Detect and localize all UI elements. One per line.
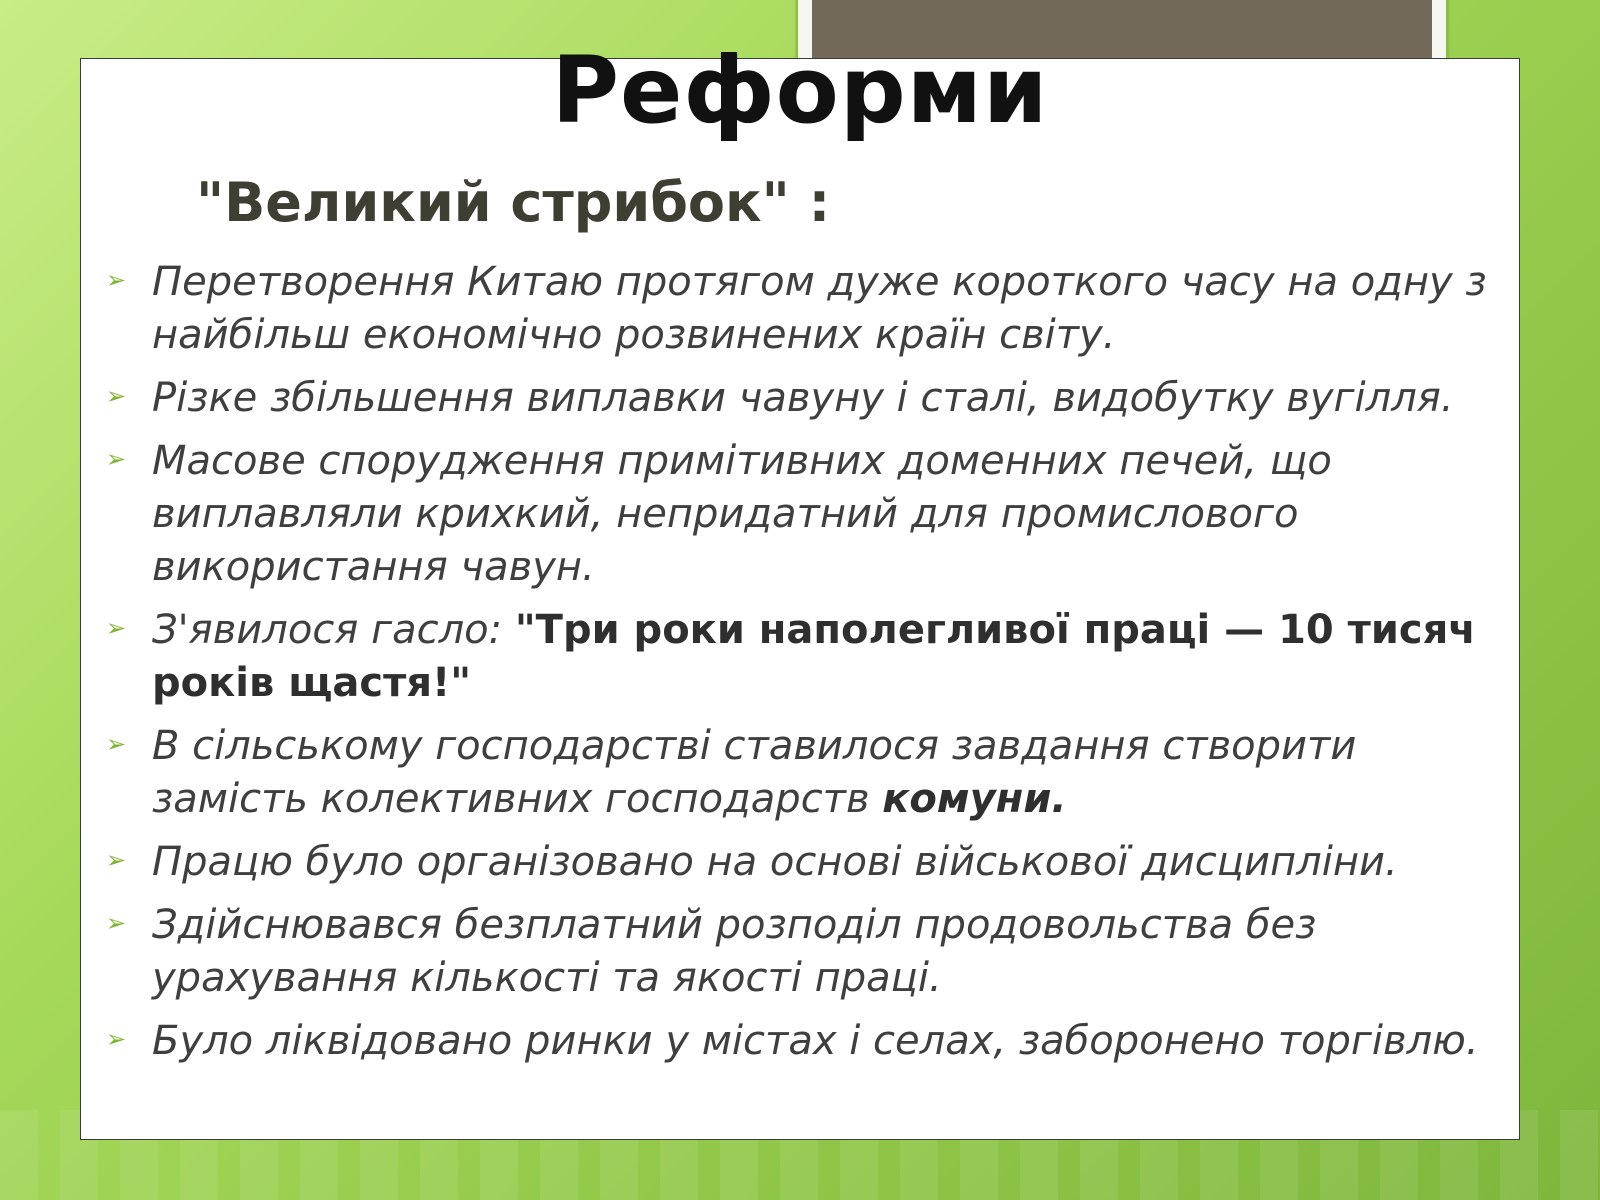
- triangle-bullet-icon: ➢: [106, 445, 127, 473]
- bullet-item-7: [104, 899, 1514, 1005]
- bullet-item-3: [104, 435, 1514, 594]
- bullet-slogan: "Три роки наполегливої праці — 10 тисяч років щастя!": [152, 607, 1476, 706]
- bullet-prefix-5: В сільському господарстві ставилося завдання створити замість колективних господарств: [152, 723, 1357, 822]
- bullet-text-1: Перетворення Китаю протягом дуже короткого часу на одну з найбільш економічно розвинених країн світу.: [152, 259, 1487, 358]
- bullet-item-8: [104, 1015, 1514, 1068]
- bullet-text-2: Різке збільшення виплавки чавуну і сталі, видобутку вугілля.: [152, 375, 1454, 421]
- triangle-bullet-icon: ➢: [106, 909, 127, 937]
- slide-title: Реформи: [551, 37, 1049, 144]
- bullet-emphasis-communes: комуни.: [882, 776, 1067, 822]
- bullet-item-6: [104, 836, 1514, 889]
- triangle-bullet-icon: ➢: [106, 382, 127, 410]
- triangle-bullet-icon: ➢: [106, 846, 127, 874]
- bullet-text-7: Здійснювався безплатний розподіл продовольства без урахування кількості та якості праці.: [152, 902, 1317, 1001]
- triangle-bullet-icon: ➢: [106, 1025, 127, 1053]
- bullet-text-8: Було ліквідовано ринки у містах і селах, заборонено торгівлю.: [152, 1018, 1479, 1064]
- bullet-list: [104, 256, 1514, 1078]
- section-heading: "Великий стрибок" :: [196, 171, 831, 234]
- triangle-bullet-icon: ➢: [106, 266, 127, 294]
- bullet-item-5: [104, 720, 1514, 826]
- bullet-prefix-4: З'явилося гасло:: [152, 607, 515, 653]
- bullet-item-2: [104, 372, 1514, 425]
- bullet-item-1: [104, 256, 1514, 362]
- triangle-bullet-icon: ➢: [106, 730, 127, 758]
- triangle-bullet-icon: ➢: [106, 614, 127, 642]
- bullet-text-6: Працю було організовано на основі військової дисципліни.: [152, 839, 1398, 885]
- bullet-item-4: [104, 604, 1514, 710]
- bullet-text-3: Масове спорудження примітивних доменних печей, що виплавляли крихкий, непридатний для промислового використання чавун.: [152, 438, 1332, 590]
